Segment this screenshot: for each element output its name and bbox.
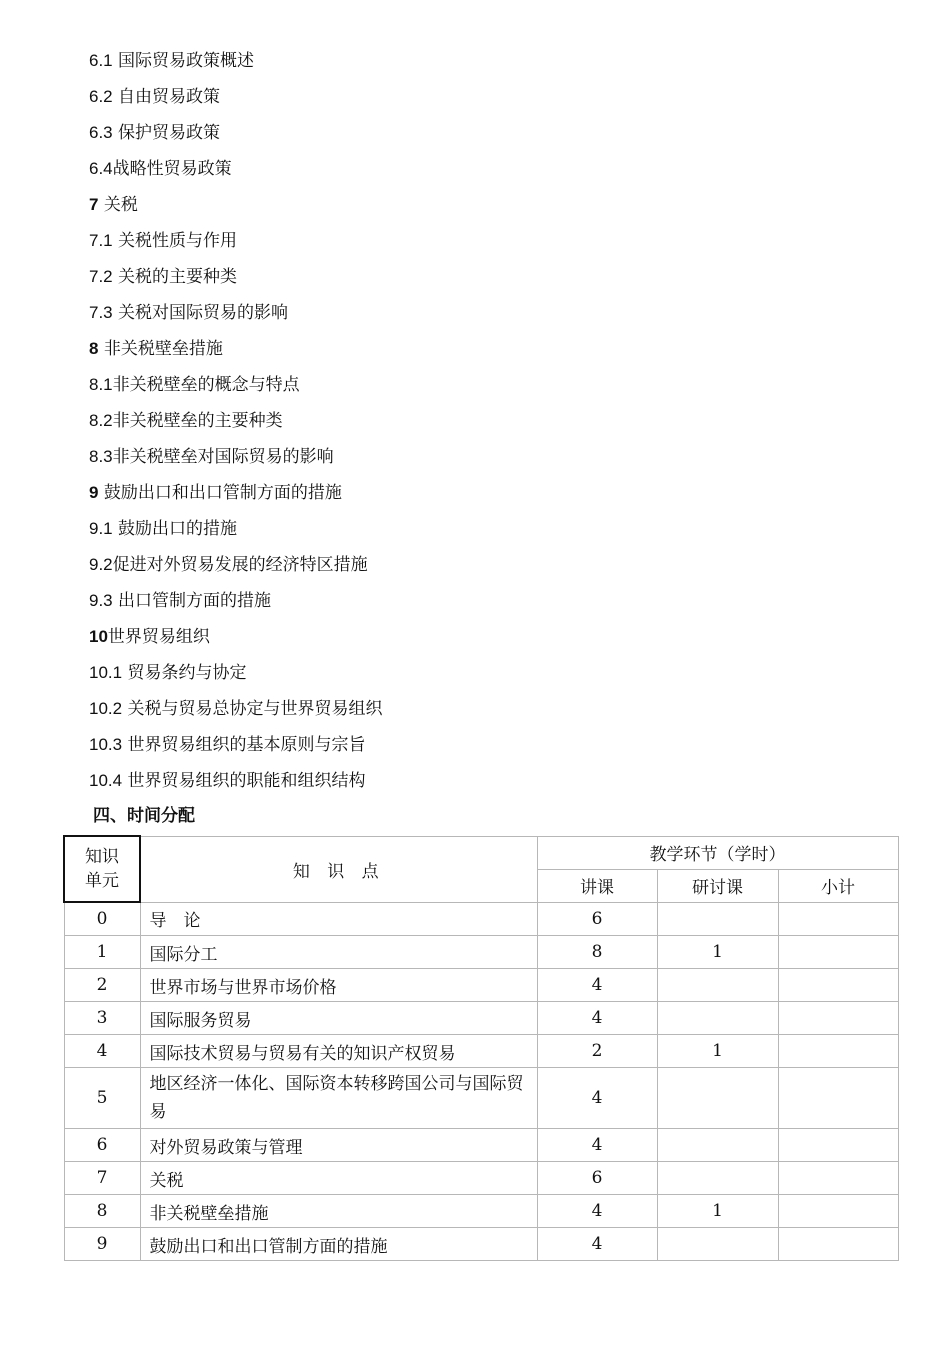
cell-seminar: 1 xyxy=(657,1035,778,1068)
table-row xyxy=(64,1068,898,1129)
section-title: 四、时间分配 xyxy=(93,806,195,826)
outline-text: 世界贸易组织的基本原则与宗旨 xyxy=(122,735,366,755)
cell-lecture: 4 xyxy=(537,1068,657,1129)
table-row xyxy=(64,969,898,1002)
table-row xyxy=(64,1228,898,1261)
table-row xyxy=(64,902,898,936)
cell-unit: 7 xyxy=(64,1162,140,1195)
outline-item xyxy=(89,295,383,331)
chapter-number: 10 xyxy=(89,627,108,646)
table-row xyxy=(64,1002,898,1035)
outline-text: 战略性贸易政策 xyxy=(112,159,232,179)
outline-item xyxy=(89,151,383,187)
table-row xyxy=(64,936,898,969)
outline-number: 10.2 xyxy=(89,699,123,718)
cell-subtotal xyxy=(778,1129,898,1162)
cell-lecture: 4 xyxy=(537,1002,657,1035)
outline-item xyxy=(89,691,383,727)
outline-number: 8.3 xyxy=(89,447,113,466)
outline-text: 促进对外贸易发展的经济特区措施 xyxy=(112,555,368,575)
cell-point: 世界市场与世界市场价格 xyxy=(140,969,537,1002)
chapter-number: 7 xyxy=(89,195,99,214)
outline-chapter xyxy=(89,187,383,223)
cell-point: 国际分工 xyxy=(140,936,537,969)
outline-item xyxy=(89,403,383,439)
outline-item xyxy=(89,223,383,259)
chapter-number: 9 xyxy=(89,483,99,502)
outline-number: 10.4 xyxy=(89,771,123,790)
cell-unit: 8 xyxy=(64,1195,140,1228)
header-knowledge-point: 知 识 点 xyxy=(140,836,537,902)
outline-chapter xyxy=(89,331,383,367)
outline-number: 9.3 xyxy=(89,591,113,610)
cell-point: 非关税壁垒措施 xyxy=(140,1195,537,1228)
outline-item xyxy=(89,79,383,115)
outline-text: 非关税壁垒的主要种类 xyxy=(112,411,283,431)
cell-unit: 0 xyxy=(64,902,140,936)
cell-point: 导 论 xyxy=(140,902,537,936)
outline-item xyxy=(89,511,383,547)
cell-subtotal xyxy=(778,902,898,936)
cell-unit: 5 xyxy=(64,1068,140,1129)
cell-point: 国际服务贸易 xyxy=(140,1002,537,1035)
outline-text: 出口管制方面的措施 xyxy=(112,591,272,611)
cell-seminar xyxy=(657,1068,778,1129)
cell-seminar xyxy=(657,902,778,936)
cell-point: 对外贸易政策与管理 xyxy=(140,1129,537,1162)
chapter-title: 鼓励出口和出口管制方面的措施 xyxy=(98,483,342,503)
cell-lecture: 4 xyxy=(537,1129,657,1162)
cell-seminar xyxy=(657,1002,778,1035)
cell-unit: 9 xyxy=(64,1228,140,1261)
cell-lecture: 2 xyxy=(537,1035,657,1068)
cell-subtotal xyxy=(778,1068,898,1129)
outline-text: 贸易条约与协定 xyxy=(122,663,247,683)
cell-seminar: 1 xyxy=(657,936,778,969)
outline-number: 6.3 xyxy=(89,123,113,142)
cell-lecture: 6 xyxy=(537,902,657,936)
outline-item xyxy=(89,763,383,799)
outline-text: 国际贸易政策概述 xyxy=(112,51,255,71)
header-subtotal: 小计 xyxy=(778,869,898,902)
cell-lecture: 8 xyxy=(537,936,657,969)
outline-text: 保护贸易政策 xyxy=(112,123,221,143)
time-allocation-table xyxy=(63,835,899,1261)
outline-text: 非关税壁垒对国际贸易的影响 xyxy=(112,447,334,467)
outline-text: 鼓励出口的措施 xyxy=(112,519,238,539)
cell-point: 关税 xyxy=(140,1162,537,1195)
outline-item xyxy=(89,367,383,403)
outline-number: 6.2 xyxy=(89,87,113,106)
cell-lecture: 4 xyxy=(537,1195,657,1228)
outline-text: 关税性质与作用 xyxy=(112,231,238,251)
header-knowledge-unit: 知识 单元 xyxy=(64,836,140,902)
outline-number: 7.2 xyxy=(89,267,113,286)
cell-lecture: 4 xyxy=(537,969,657,1002)
outline-number: 6.4 xyxy=(89,159,113,178)
outline-item xyxy=(89,547,383,583)
cell-lecture: 6 xyxy=(537,1162,657,1195)
chapter-title: 非关税壁垒措施 xyxy=(98,339,223,359)
cell-seminar xyxy=(657,1129,778,1162)
outline-item xyxy=(89,115,383,151)
cell-seminar xyxy=(657,1228,778,1261)
cell-unit: 3 xyxy=(64,1002,140,1035)
outline-item xyxy=(89,583,383,619)
outline-text: 世界贸易组织的职能和组织结构 xyxy=(122,771,366,791)
cell-subtotal xyxy=(778,1162,898,1195)
outline-number: 7.1 xyxy=(89,231,113,250)
outline-text: 关税的主要种类 xyxy=(112,267,238,287)
outline-item xyxy=(89,727,383,763)
table-row xyxy=(64,1129,898,1162)
outline-chapter xyxy=(89,619,383,655)
cell-seminar: 1 xyxy=(657,1195,778,1228)
course-outline xyxy=(89,43,383,799)
outline-text: 非关税壁垒的概念与特点 xyxy=(112,375,300,395)
table-row xyxy=(64,1162,898,1195)
cell-point: 鼓励出口和出口管制方面的措施 xyxy=(140,1228,537,1261)
outline-number: 6.1 xyxy=(89,51,113,70)
outline-number: 8.2 xyxy=(89,411,113,430)
chapter-number: 8 xyxy=(89,339,99,358)
cell-unit: 2 xyxy=(64,969,140,1002)
outline-item xyxy=(89,259,383,295)
cell-seminar xyxy=(657,969,778,1002)
outline-number: 10.1 xyxy=(89,663,123,682)
cell-unit: 1 xyxy=(64,936,140,969)
outline-number: 7.3 xyxy=(89,303,113,322)
chapter-title: 关税 xyxy=(98,195,138,215)
outline-number: 8.1 xyxy=(89,375,113,394)
table-header-row xyxy=(64,836,898,869)
cell-subtotal xyxy=(778,969,898,1002)
outline-chapter xyxy=(89,475,383,511)
cell-point: 国际技术贸易与贸易有关的知识产权贸易 xyxy=(140,1035,537,1068)
table-row xyxy=(64,1195,898,1228)
cell-unit: 6 xyxy=(64,1129,140,1162)
cell-unit: 4 xyxy=(64,1035,140,1068)
header-seminar: 研讨课 xyxy=(657,869,778,902)
outline-item xyxy=(89,439,383,475)
cell-lecture: 4 xyxy=(537,1228,657,1261)
outline-text: 关税与贸易总协定与世界贸易组织 xyxy=(122,699,383,719)
header-lecture: 讲课 xyxy=(537,869,657,902)
outline-text: 关税对国际贸易的影响 xyxy=(112,303,289,323)
header-teaching-hours: 教学环节（学时） xyxy=(537,836,898,869)
cell-subtotal xyxy=(778,1195,898,1228)
outline-number: 10.3 xyxy=(89,735,123,754)
outline-number: 9.1 xyxy=(89,519,113,538)
outline-item xyxy=(89,655,383,691)
cell-subtotal xyxy=(778,936,898,969)
cell-seminar xyxy=(657,1162,778,1195)
cell-subtotal xyxy=(778,1035,898,1068)
cell-subtotal xyxy=(778,1002,898,1035)
chapter-title: 世界贸易组织 xyxy=(107,627,210,647)
cell-point: 地区经济一体化、国际资本转移跨国公司与国际贸易 xyxy=(140,1068,537,1129)
cell-subtotal xyxy=(778,1228,898,1261)
table-row xyxy=(64,1035,898,1068)
outline-item xyxy=(89,43,383,79)
outline-text: 自由贸易政策 xyxy=(112,87,221,107)
outline-number: 9.2 xyxy=(89,555,113,574)
